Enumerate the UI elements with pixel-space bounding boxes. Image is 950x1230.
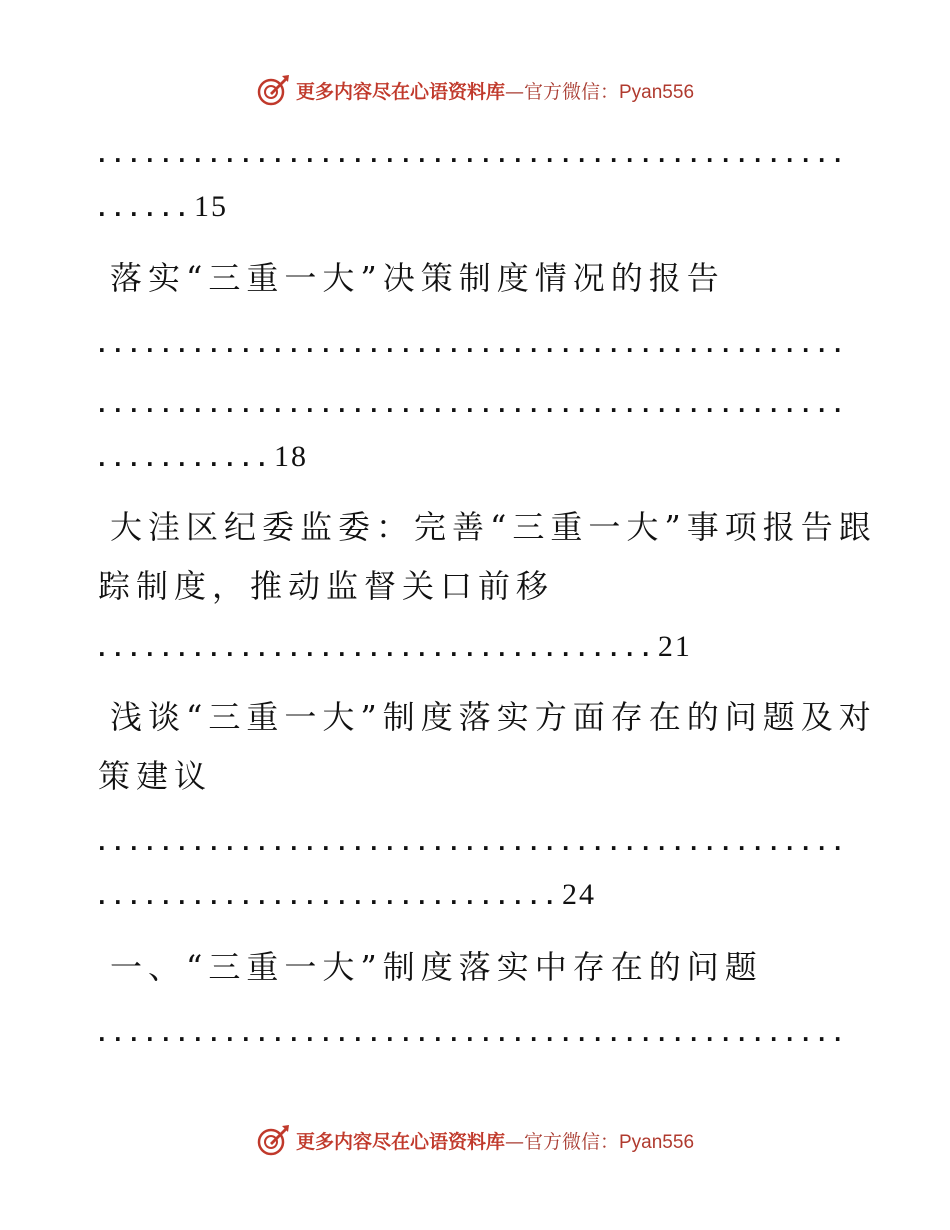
toc-entry-3-page: 21 <box>657 630 692 663</box>
header-banner <box>0 70 950 110</box>
toc-entry-2-page: 18 <box>273 440 308 473</box>
quill-logo-icon <box>256 1123 290 1157</box>
toc-entry-2-title[interactable]: 落实“三重一大”决策制度情况的报告 <box>110 259 725 297</box>
toc-leader-dots: ............................................... <box>98 393 850 417</box>
toc-entry-4-page-line: .............................24 <box>98 878 596 911</box>
banner-handle: Pyan556 <box>619 81 695 103</box>
toc-entry-5-title[interactable]: 一、“三重一大”制度落实中存在的问题 <box>110 948 763 986</box>
toc-leader-dots: ............................................... <box>98 831 850 855</box>
banner-main-text: 更多内容尽在心语资料库 <box>295 80 505 103</box>
toc-entry-3-title-line-1[interactable]: 大洼区纪委监委：完善“三重一大”事项报告跟 <box>110 508 877 546</box>
toc-entry-4-title-line-1[interactable]: 浅谈“三重一大”制度落实方面存在的问题及对 <box>110 698 877 736</box>
toc-leader-dots: ............................................... <box>98 1022 850 1046</box>
toc-leader-dots: ............................................... <box>98 333 850 357</box>
toc-entry-3-page-line: ...................................21 <box>98 630 692 663</box>
toc-entry-1-page: 15 <box>194 190 228 223</box>
banner-separator-text: —官方微信： <box>504 1130 619 1153</box>
toc-leader-dots: ............................................... <box>98 143 850 167</box>
toc-entry-3-title-line-2[interactable]: 踪制度，推动监督关口前移 <box>98 567 555 605</box>
banner-main-text: 更多内容尽在心语资料库 <box>295 1130 505 1153</box>
banner-handle: Pyan556 <box>619 1131 695 1153</box>
toc-entry-1-page-line: ......15 <box>98 190 228 223</box>
footer-banner <box>0 1120 950 1160</box>
toc-entry-2-page-line: ...........18 <box>98 440 308 473</box>
toc-entry-4-page: 24 <box>561 878 596 911</box>
quill-logo-icon <box>256 73 290 107</box>
toc-entry-4-title-line-2[interactable]: 策建议 <box>98 757 213 795</box>
banner-separator-text: —官方微信： <box>504 80 619 103</box>
